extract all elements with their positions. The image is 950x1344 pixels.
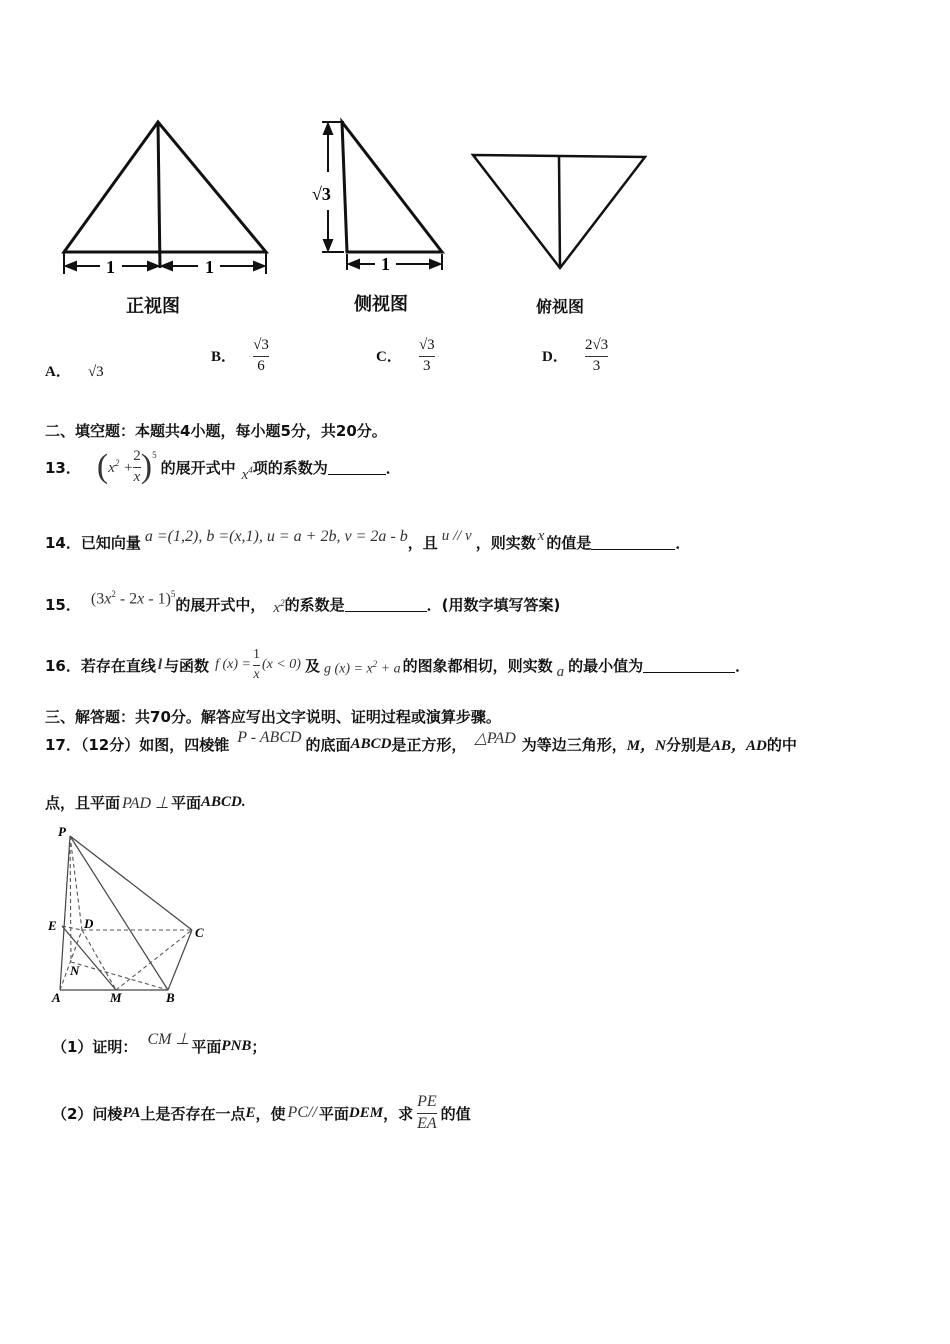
- side-dim-width: 1: [381, 254, 390, 274]
- edge-pb: [70, 836, 168, 990]
- front-view: [64, 122, 266, 268]
- vertex-e: E: [48, 918, 57, 933]
- option-d: D． $\frac{2√3}{3}$: [542, 337, 609, 374]
- vertex-a: A: [52, 990, 61, 1005]
- section-2-heading: 二、填空题：本题共4小题，每小题5分，共20分。: [45, 422, 387, 440]
- top-view-caption: 俯视图: [536, 297, 585, 316]
- vertex-c: C: [195, 925, 204, 940]
- question-17-line-1: 17．（12分）如图，四棱锥 P - ABCD 的底面 ABCD 是正方形， △PAD 为等边三角形， M，N 分别是 AB，AD 的中: [45, 728, 797, 754]
- vertex-m: M: [110, 990, 122, 1005]
- vertex-n: N: [70, 963, 80, 978]
- vertex-b: B: [166, 990, 175, 1005]
- q16-f: f (x) = $\frac{1}{x}$ (x < 0): [215, 647, 301, 682]
- question-17-part-2: （2）问棱 PA 上是否存在一点 E ，使 PC// 平面 DEM ，求 $\frac{PE}{EA}$ 的值: [52, 1093, 471, 1132]
- q16-g: g $(x) = x^2 + a$: [323, 658, 401, 677]
- line-em: [62, 926, 116, 990]
- q16-answer-blank[interactable]: [643, 658, 735, 673]
- edge-pd: [70, 836, 82, 930]
- side-view-caption: 侧视图: [354, 294, 408, 315]
- top-view: [473, 155, 645, 268]
- q14-answer-blank[interactable]: [591, 535, 675, 550]
- pyramid-figure: [44, 822, 224, 1008]
- question-16: 16．若存在直线 l 与函数 f (x) = $\frac{1}{x}$ (x < 0) 及 g $(x) = x^2 + a$ 的图象都相切，则实数 a 的最小值为 ．: [45, 647, 751, 682]
- vertex-d: D: [84, 916, 94, 931]
- front-dim-right: 1: [205, 257, 214, 277]
- line-dm: [82, 930, 116, 990]
- question-15: 15． $(3x^2 - 2x - 1)^5$ 的展开式中， $x^2$ 的系数是 ．(用数字填写答案): [45, 588, 561, 616]
- side-dim-height: √3: [312, 184, 331, 204]
- section-3-heading: 三、解答题：共70分。解答应写出文字说明、证明过程或演算步骤。: [45, 708, 501, 726]
- side-dimension: [322, 122, 442, 270]
- question-17-line-2: 点，且平面 PAD ⊥ 平面 ABCD.: [45, 794, 246, 812]
- side-view: [342, 122, 442, 252]
- option-b: B． $\frac{√3}{6}$: [211, 337, 269, 374]
- q13-expression: ( $x^2$ + $\frac{2}{x}$ ) $^5$: [96, 447, 157, 485]
- q15-expression: $(3x^2 - 2x - 1)^5$: [90, 588, 176, 608]
- front-view-caption: 正视图: [126, 296, 180, 317]
- vertex-p: P: [58, 824, 66, 839]
- question-13: 13． ( $x^2$ + $\frac{2}{x}$ ) $^5$ 的展开式中 $x^4$ 项的系数为 ．: [45, 447, 401, 485]
- option-a: A． √3: [45, 364, 104, 380]
- front-dim-left: 1: [106, 257, 115, 277]
- front-dimension: [64, 252, 266, 274]
- line-pn: [70, 836, 71, 962]
- pe-ea-fraction: $\frac{PE}{EA}$: [417, 1093, 437, 1132]
- edge-bc: [168, 930, 192, 990]
- question-14: 14．已知向量 a =(1,2), b =(x,1), u = a + 2b, v = 2a - b ，且 u // v ，则实数 x 的值是 ．: [45, 527, 691, 552]
- question-17-part-1: （1）证明： CM ⊥ 平面 PNB ；: [52, 1030, 267, 1056]
- option-c: C． $\frac{√3}{3}$: [376, 337, 435, 374]
- q13-answer-blank[interactable]: [328, 460, 386, 475]
- q15-answer-blank[interactable]: [345, 597, 427, 612]
